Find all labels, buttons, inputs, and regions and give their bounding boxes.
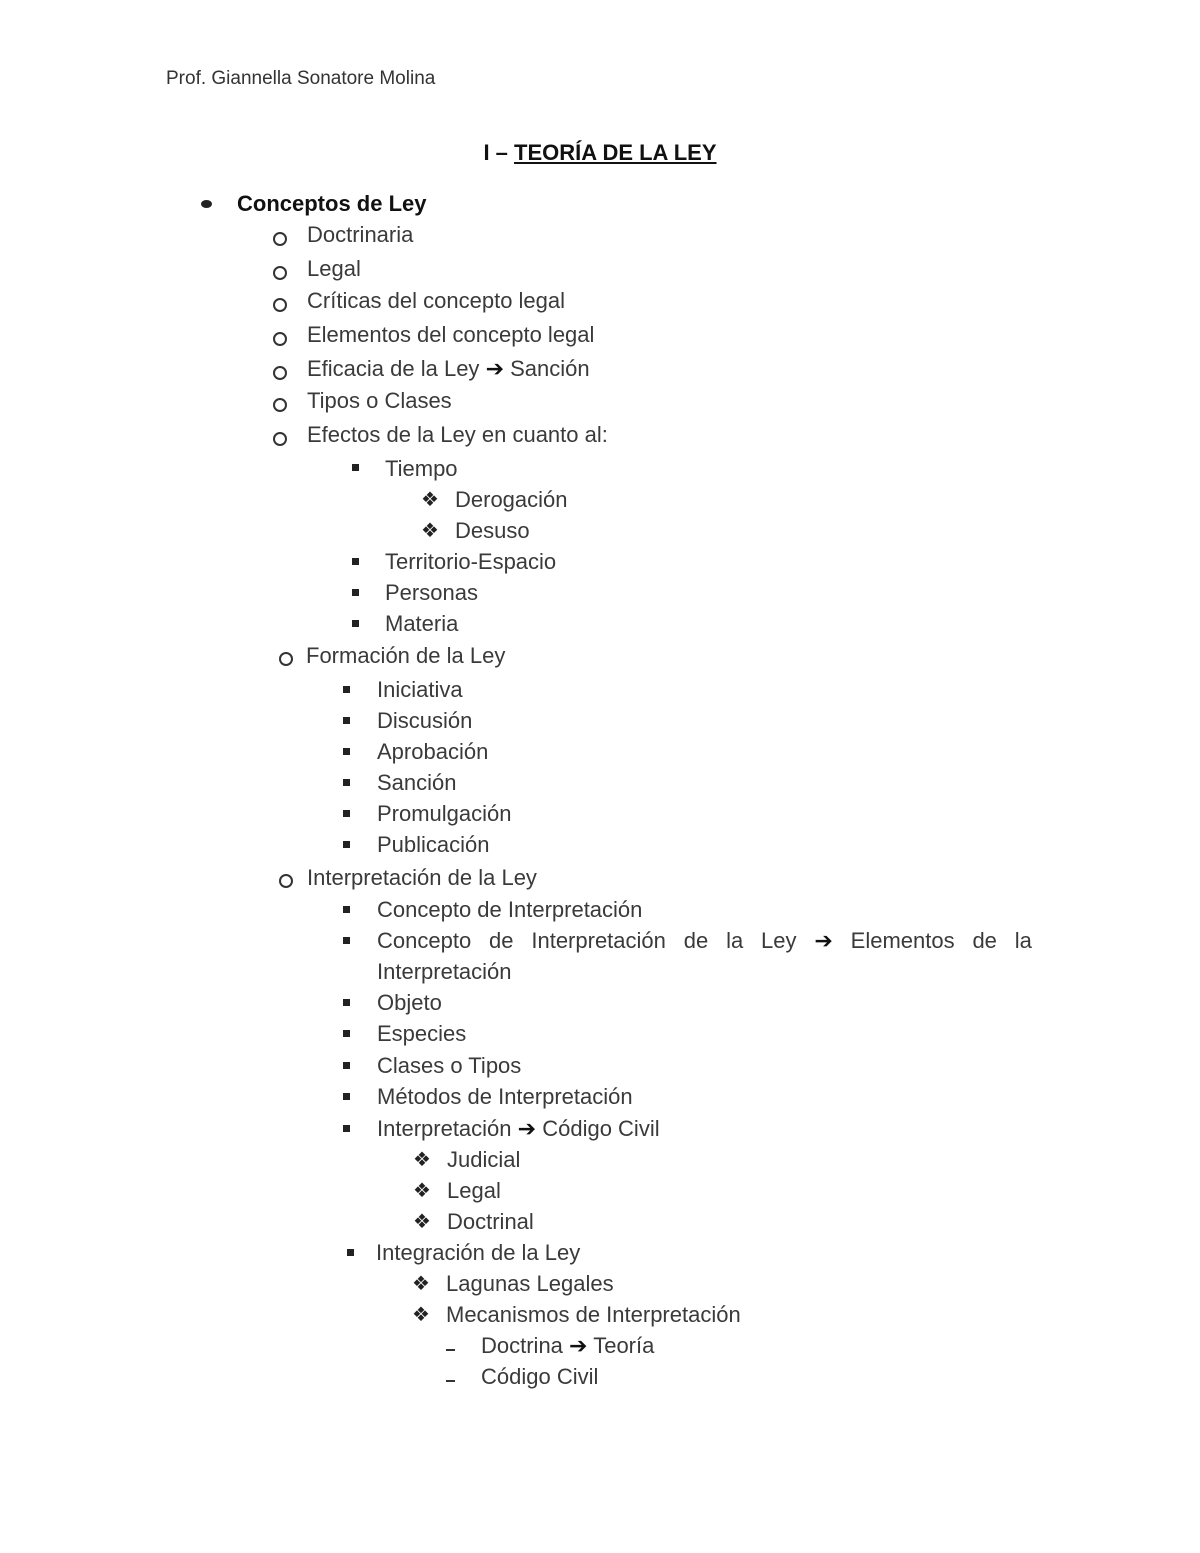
square-bullet-icon xyxy=(343,1030,350,1037)
list-item: Derogación xyxy=(455,487,568,512)
word: Interpretación xyxy=(531,928,666,953)
list-item: Lagunas Legales xyxy=(446,1271,614,1296)
author-note: Prof. Giannella Sonatore Molina xyxy=(166,68,436,89)
list-item: Doctrinaria xyxy=(307,222,414,247)
item-text: Eficacia de la Ley xyxy=(307,356,480,381)
list-item: Sanción xyxy=(377,770,457,795)
square-bullet-icon xyxy=(343,906,350,913)
arrow-right-icon: ➔ xyxy=(569,1333,588,1358)
circle-bullet-icon xyxy=(273,266,287,280)
bullet-dot-icon xyxy=(201,200,212,208)
circle-bullet-icon xyxy=(279,652,293,666)
list-item: Interpretación de la Ley xyxy=(307,865,537,890)
word: la xyxy=(1014,928,1032,953)
list-item-interp-cc xyxy=(377,1116,660,1142)
title-prefix: I – xyxy=(483,140,515,165)
arrow-right-icon: ➔ xyxy=(485,356,504,381)
list-item: Clases o Tipos xyxy=(377,1053,522,1078)
square-bullet-icon xyxy=(352,558,359,565)
square-bullet-icon xyxy=(343,686,350,693)
list-item: Aprobación xyxy=(377,739,489,764)
diamond-bullet-icon: ❖ xyxy=(421,489,439,511)
square-bullet-icon xyxy=(343,999,350,1006)
list-item: Efectos de la Ley en cuanto al: xyxy=(307,422,608,447)
diamond-bullet-icon: ❖ xyxy=(413,1180,431,1202)
list-item: Discusión xyxy=(377,708,473,733)
word: Elementos xyxy=(850,928,955,953)
list-item: Elementos del concepto legal xyxy=(307,322,595,347)
list-item: Publicación xyxy=(377,832,490,857)
list-item: Tiempo xyxy=(385,456,458,481)
list-item: Especies xyxy=(377,1021,467,1046)
list-item: Tipos o Clases xyxy=(307,388,452,413)
square-bullet-icon xyxy=(343,748,350,755)
list-item: Integración de la Ley xyxy=(376,1240,581,1265)
list-item: Legal xyxy=(307,256,361,281)
circle-bullet-icon xyxy=(279,874,293,888)
item-text: Teoría xyxy=(593,1333,655,1358)
square-bullet-icon xyxy=(343,810,350,817)
square-bullet-icon xyxy=(343,937,350,944)
square-bullet-icon xyxy=(352,464,359,471)
word: de xyxy=(972,928,997,953)
title-underlined: TEORÍA DE LA LEY xyxy=(514,140,717,165)
list-item: Concepto de Interpretación xyxy=(377,897,643,922)
list-item: Doctrinal xyxy=(447,1209,534,1234)
item-text: Interpretación xyxy=(377,1116,512,1141)
circle-bullet-icon xyxy=(273,366,287,380)
dash-bullet-icon xyxy=(446,1380,455,1382)
list-item: Métodos de Interpretación xyxy=(377,1084,633,1109)
square-bullet-icon xyxy=(347,1249,354,1256)
outline-main-heading: Conceptos de Ley xyxy=(237,191,427,216)
dash-bullet-icon xyxy=(446,1349,455,1351)
word: la xyxy=(726,928,744,953)
square-bullet-icon xyxy=(343,1093,350,1100)
square-bullet-icon xyxy=(343,779,350,786)
square-bullet-icon xyxy=(352,589,359,596)
arrow-right-icon: ➔ xyxy=(814,928,833,953)
list-item: Objeto xyxy=(377,990,442,1015)
arrow-right-icon: ➔ xyxy=(517,1116,537,1141)
list-item-doctrina xyxy=(481,1333,654,1359)
page-title xyxy=(0,140,1200,166)
word: de xyxy=(683,928,709,953)
list-item: Críticas del concepto legal xyxy=(307,288,566,313)
word: Concepto xyxy=(377,928,472,953)
list-item: Judicial xyxy=(447,1147,521,1172)
square-bullet-icon xyxy=(343,841,350,848)
list-item-eficacia xyxy=(307,356,590,382)
item-text: Doctrina xyxy=(481,1333,563,1358)
square-bullet-icon xyxy=(343,1062,350,1069)
square-bullet-icon xyxy=(352,620,359,627)
list-item: Promulgación xyxy=(377,801,512,826)
item-text: Código Civil xyxy=(542,1116,660,1141)
circle-bullet-icon xyxy=(273,432,287,446)
word: de xyxy=(489,928,514,953)
diamond-bullet-icon: ❖ xyxy=(413,1211,431,1233)
circle-bullet-icon xyxy=(273,332,287,346)
list-item: Territorio-Espacio xyxy=(385,549,557,574)
justified-list-item xyxy=(377,928,1032,954)
word: Ley xyxy=(761,928,797,953)
diamond-bullet-icon: ❖ xyxy=(421,520,439,542)
list-item: Mecanismos de Interpretación xyxy=(446,1302,741,1327)
square-bullet-icon xyxy=(343,1125,350,1132)
square-bullet-icon xyxy=(343,717,350,724)
circle-bullet-icon xyxy=(273,298,287,312)
list-item: Código Civil xyxy=(481,1364,599,1389)
list-item: Formación de la Ley xyxy=(306,643,506,668)
circle-bullet-icon xyxy=(273,232,287,246)
diamond-bullet-icon: ❖ xyxy=(412,1273,430,1295)
list-item: Desuso xyxy=(455,518,530,543)
item-text: Sanción xyxy=(510,356,590,381)
circle-bullet-icon xyxy=(273,398,287,412)
list-item: Iniciativa xyxy=(377,677,463,702)
list-item: Materia xyxy=(385,611,459,636)
diamond-bullet-icon: ❖ xyxy=(413,1149,431,1171)
list-item-continuation: Interpretación xyxy=(377,959,512,984)
list-item: Personas xyxy=(385,580,478,605)
diamond-bullet-icon: ❖ xyxy=(412,1304,430,1326)
list-item: Legal xyxy=(447,1178,501,1203)
